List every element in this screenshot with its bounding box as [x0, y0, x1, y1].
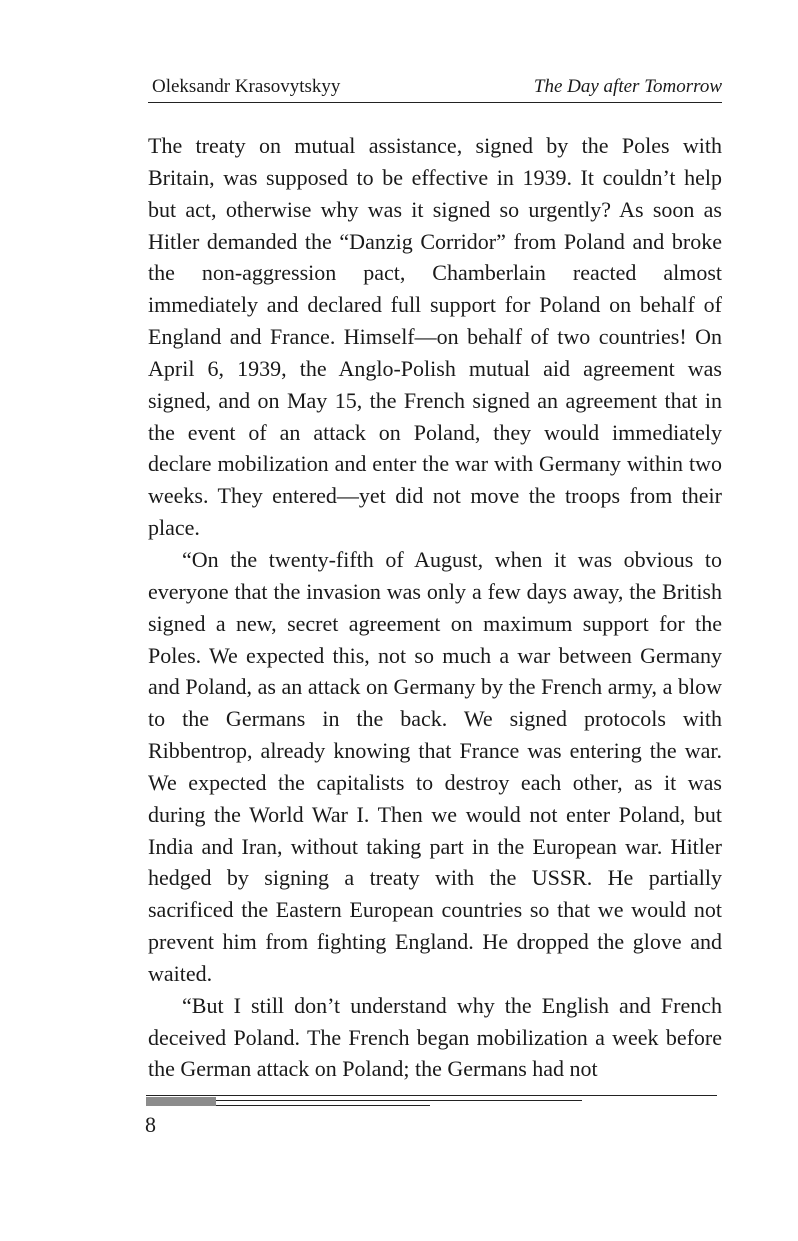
header-book-title: The Day after Tomorrow [533, 76, 722, 97]
paragraph: “On the twenty-fifth of August, when it was obvious to everyone that the invasion was only a few days away, the British signed a new, secret agreement on maximum support for the Poles. We expected this, not so much a war between Germany and Poland, as an attack on Germany by the French army, a blow to the Germans in the back. We signed protocols with Ribbentrop, already knowing that France was entering the war. We expected the capitalists to destroy each other, as it was during the World War I. Then we would not enter Poland, but India and Iran, without taking part in the European war. Hitler hedged by signing a treaty with the USSR. He partially sacrificed the Eastern European countries so that we would not prevent him from fighting England. He dropped the glove and waited. [148, 546, 722, 986]
running-header [148, 76, 722, 103]
footer-rule-long [146, 1095, 717, 1096]
footer-rule-accent [146, 1097, 216, 1106]
header-author: Oleksandr Krasovytskyy [152, 76, 341, 97]
body-text [148, 130, 722, 1082]
paragraph: “But I still don’t understand why the English and French deceived Poland. The French began mobilization a week before the German attack on Poland; the Germans had not [148, 992, 722, 1082]
footer-rule-short [216, 1105, 430, 1106]
page-number: 8 [145, 1112, 156, 1137]
paragraph: The treaty on mutual assistance, signed by the Poles with Britain, was supposed to be effective in 1939. It couldn’t help but act, otherwise why was it signed so urgently? As soon as Hitler demanded the “Danzig Corridor” from Poland and broke the non-aggression pact, Chamberlain reacted almost immediately and declared full support for Poland on behalf of England and France. Himself—on behalf of two countries! On April 6, 1939, the Anglo-Polish mutual aid agreement was signed, and on May 15, the French signed an agreement that in the event of an attack on Poland, they would immediately declare mobilization and enter the war with Germany within two weeks. They entered—yet did not move the troops from their place. [148, 133, 722, 541]
footer-rule-middle [216, 1100, 582, 1101]
